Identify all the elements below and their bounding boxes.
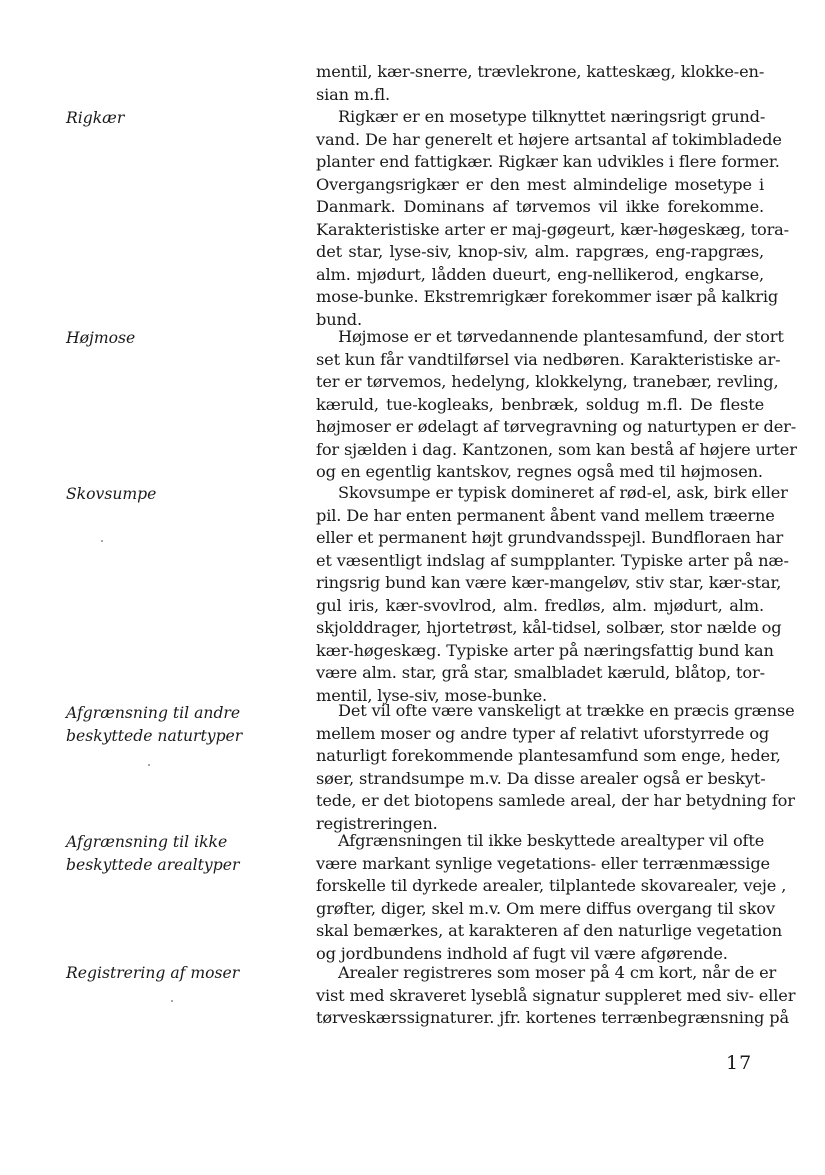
text-line: registreringen. xyxy=(316,813,438,833)
text-line: mentil, kær-snerre, trævlekrone, katteskæg, klokke-en- xyxy=(316,62,765,81)
text-line: vand. De har generelt et højere artsantal af tokimbladede xyxy=(316,129,782,149)
text-line: for sjælden i dag. Kantzonen, som kan bestå af højere urter xyxy=(316,439,797,459)
text-line: vist med skraveret lyseblå signatur suppleret med siv- eller xyxy=(316,985,796,1005)
heading-rigkaer xyxy=(66,107,296,130)
text-line: et væsentligt indslag af sumpplanter. Typiske arter på næ- xyxy=(316,550,789,570)
text-line: pil. De har enten permanent åbent vand mellem træerne xyxy=(316,505,775,525)
text-line: skal bemærkes, at karakteren af den naturlige vegetation xyxy=(316,921,783,941)
text-line: tørveskærssignaturer. jfr. kortenes terrænbegrænsning på xyxy=(316,1008,789,1028)
text-line: højmoser er ødelagt af tørvegravning og naturtypen er der- xyxy=(316,417,797,437)
text-line: Højmose er et tørvedannende plantesamfund, der stort xyxy=(338,327,784,346)
scan-speck xyxy=(171,1000,173,1002)
text-line: set kun får vandtilførsel via nedbøren. Karakteristiske ar- xyxy=(316,349,781,369)
text-line: være alm. star, grå star, smalbladet kæruld, blåtop, tor- xyxy=(316,663,765,683)
heading-skovsumpe-text: Skovsumpe xyxy=(66,485,157,503)
text-line: Afgrænsningen til ikke beskyttede arealtyper vil ofte xyxy=(338,831,765,850)
heading-registrering xyxy=(66,962,296,985)
text-line: kær-høgeskæg. Typiske arter på næringsfattig bund kan xyxy=(316,640,774,660)
text-line: Overgangsrigkær er den mest almindelige mosetype i xyxy=(316,174,764,194)
text-line: Danmark. Dominans af tørvemos vil ikke forekomme. xyxy=(316,197,764,217)
text-line: mose-bunke. Ekstremrigkær forekommer især på kalkrig xyxy=(316,287,779,307)
text-line: mellem moser og andre typer af relativt uforstyrrede og xyxy=(316,723,770,743)
paragraph-afgraensning-ikke xyxy=(316,830,787,965)
text-line: det star, lyse-siv, knop-siv, alm. rapgræs, eng-rapgræs, xyxy=(316,242,764,262)
text-line: og en egentlig kantskov, regnes også med til højmosen. xyxy=(316,462,763,482)
text-line: Karakteristiske arter er maj-gøgeurt, kær-høgeskæg, tora- xyxy=(316,219,789,239)
paragraph-hojmose xyxy=(316,326,797,484)
paragraph-registrering xyxy=(316,962,796,1030)
paragraph-intro xyxy=(316,61,764,106)
heading-afgraensning-andre-line2: beskyttede naturtyper xyxy=(66,726,243,745)
text-line: forskelle til dyrkede arealer, tilplantede skovarealer, veje , xyxy=(316,876,787,896)
paragraph-rigkaer xyxy=(316,106,789,331)
heading-afgraensning-ikke xyxy=(66,831,296,876)
heading-afgraensning-ikke-line1: Afgrænsning til ikke xyxy=(66,833,228,851)
text-line: kæruld, tue-kogleaks, benbræk, soldug m.fl. De fleste xyxy=(316,394,764,414)
text-line: alm. mjødurt, lådden dueurt, eng-nellikerod, engkarse, xyxy=(316,264,764,284)
heading-afgraensning-ikke-line2: beskyttede arealtyper xyxy=(66,855,240,874)
page-number: 17 xyxy=(726,1052,753,1074)
heading-hojmose-text: Højmose xyxy=(66,329,136,347)
heading-afgraensning-andre xyxy=(66,702,296,747)
heading-afgraensning-andre-line1: Afgrænsning til andre xyxy=(66,704,241,722)
text-line: og jordbundens indhold af fugt vil være afgørende. xyxy=(316,943,728,963)
text-line: skjolddrager, hjortetrøst, kål-tidsel, solbær, stor nælde og xyxy=(316,618,782,638)
text-line: bund. xyxy=(316,309,362,329)
scan-speck xyxy=(101,540,103,542)
text-line: være markant synlige vegetations- eller terrænmæssige xyxy=(316,853,770,873)
text-line: gul iris, kær-svovlrod, alm. fredløs, alm. mjødurt, alm. xyxy=(316,595,764,615)
text-line: ringsrig bund kan være kær-mangeløv, stiv star, kær-star, xyxy=(316,573,782,593)
paragraph-afgraensning-andre xyxy=(316,700,795,835)
text-line: mentil, lyse-siv, mose-bunke. xyxy=(316,685,548,705)
text-line: Det vil ofte være vanskeligt at trække en præcis grænse xyxy=(338,701,795,720)
text-line: naturligt forekommende plantesamfund som enge, heder, xyxy=(316,746,781,766)
text-line: Rigkær er en mosetype tilknyttet næringsrigt grund- xyxy=(338,107,766,126)
text-line: ter er tørvemos, hedelyng, klokkelyng, tranebær, revling, xyxy=(316,372,779,392)
text-line: Skovsumpe er typisk domineret af rød-el, ask, birk eller xyxy=(338,483,788,502)
text-line: Arealer registreres som moser på 4 cm kort, når de er xyxy=(338,963,777,982)
heading-hojmose xyxy=(66,327,296,350)
text-line: eller et permanent højt grundvandsspejl. Bundfloraen har xyxy=(316,528,784,548)
heading-rigkaer-text: Rigkær xyxy=(66,109,125,127)
text-line: søer, strandsumpe m.v. Da disse arealer også er beskyt- xyxy=(316,768,766,788)
scan-speck xyxy=(148,764,150,766)
text-line: grøfter, diger, skel m.v. Om mere diffus overgang til skov xyxy=(316,898,775,918)
heading-skovsumpe xyxy=(66,483,296,506)
heading-registrering-text: Registrering af moser xyxy=(66,964,240,982)
paragraph-skovsumpe xyxy=(316,482,789,707)
text-line: planter end fattigkær. Rigkær kan udvikles i flere former. xyxy=(316,152,780,172)
text-line: sian m.fl. xyxy=(316,84,391,104)
text-line: tede, er det biotopens samlede areal, der har betydning for xyxy=(316,791,795,811)
